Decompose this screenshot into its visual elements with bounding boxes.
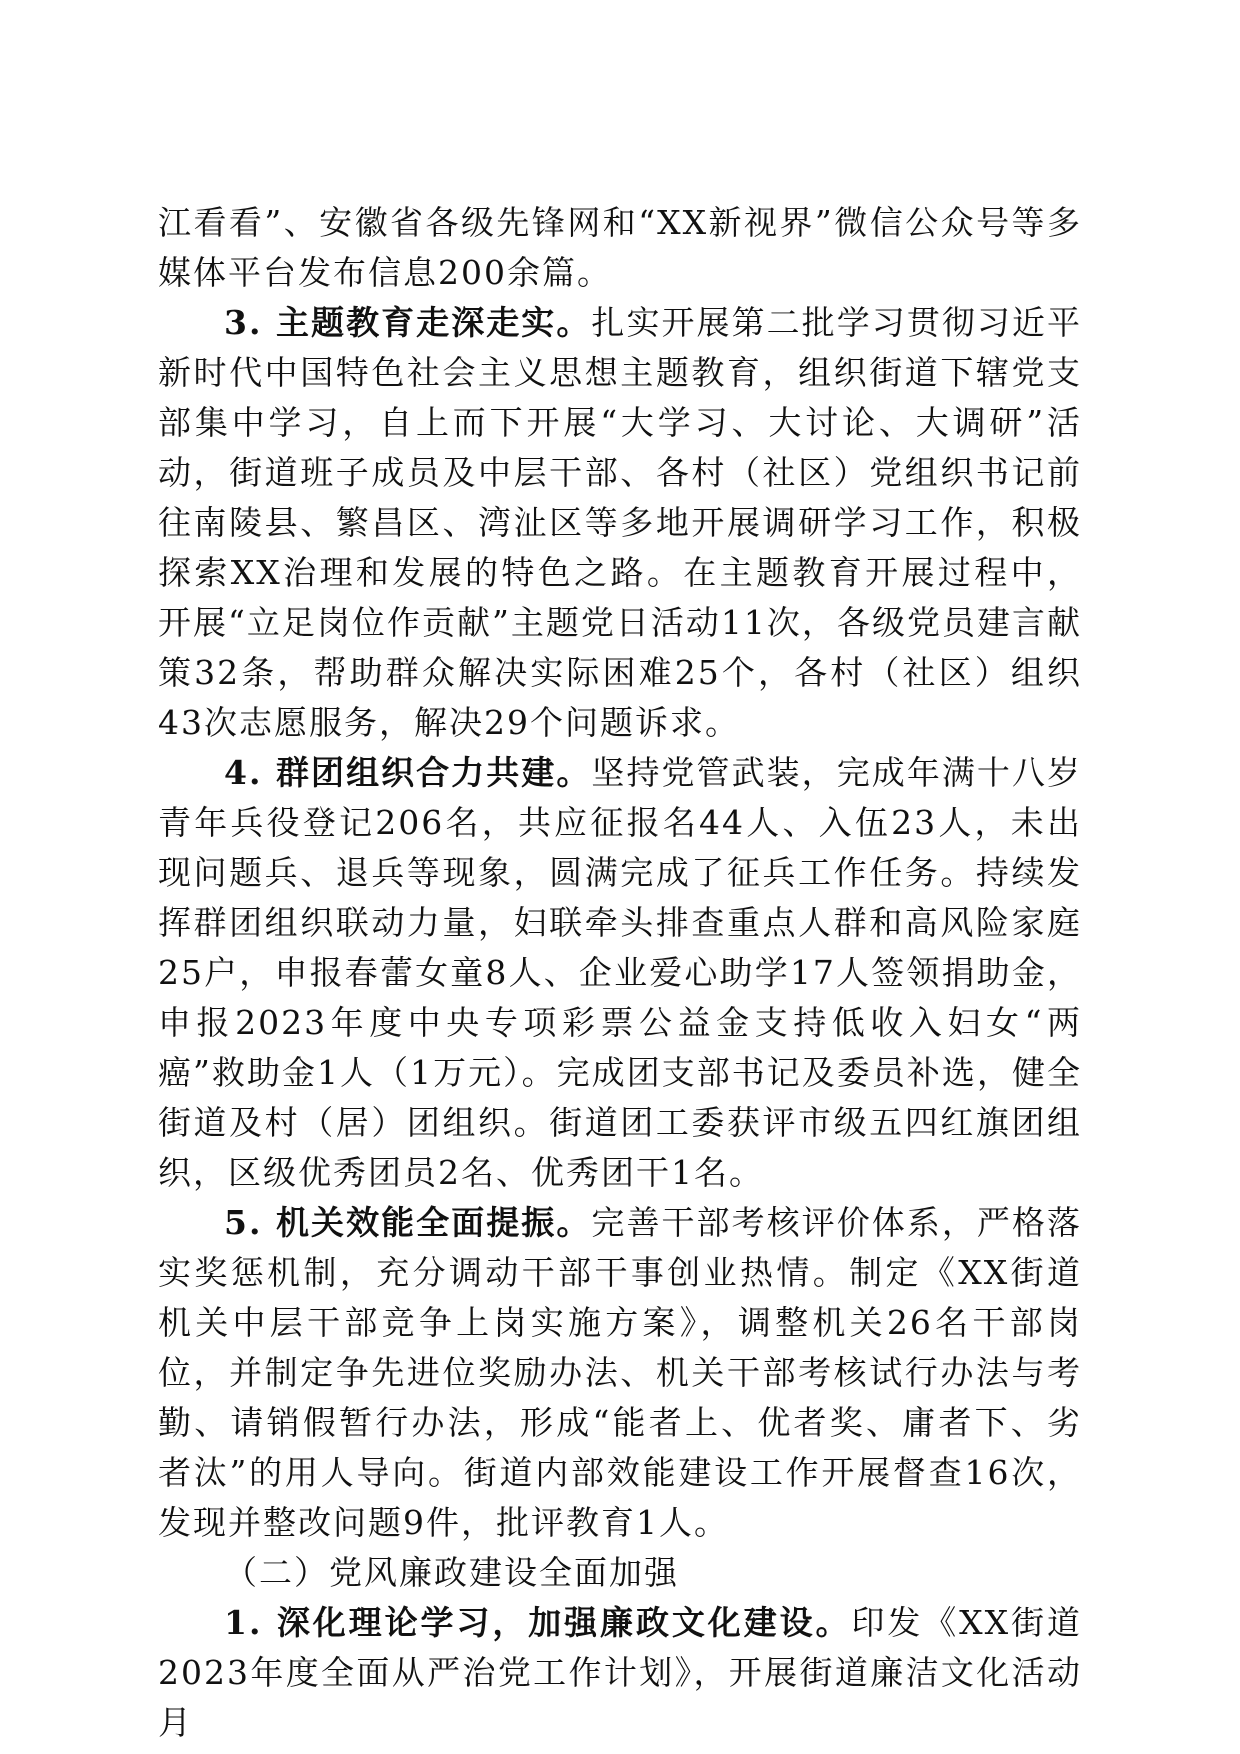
paragraph-theme-education (158, 298, 1082, 748)
paragraph-text: 江看看”、安徽省各级先锋网和“XX新视界”微信公众号等多媒体平台发布信息200余篇。 (158, 203, 1082, 292)
paragraph-text: 扎实开展第二批学习贯彻习近平新时代中国特色社会主义思想主题教育，组织街道下辖党支部集中学习，自上而下开展“大学习、大讨论、大调研”活动，街道班子成员及中层干部、各村（社区）党组织书记前往南陵县、繁昌区、湾沚区等多地开展调研学习工作，积极探索XX治理和发展的特色之路。在主题教育开展过程中，开展“立足岗位作贡献”主题党日活动11次，各级党员建言献策32条，帮助群众解决实际困难25个，各村（社区）组织43次志愿服务，解决29个问题诉求。 (158, 303, 1082, 742)
paragraph-text: 坚持党管武装，完成年满十八岁青年兵役登记206名，共应征报名44人、入伍23人，未出现问题兵、退兵等现象，圆满完成了征兵工作任务。持续发挥群团组织联动力量，妇联牵头排查重点人群和高风险家庭25户，申报春蕾女童8人、企业爱心助学17人签领捐助金，申报2023年度中央专项彩票公益金支持低收入妇女“两癌”救助金1人（1万元）。完成团支部书记及委员补选，健全街道及村（居）团组织。街道团工委获评市级五四红旗团组织，区级优秀团员2名、优秀团干1名。 (158, 753, 1082, 1192)
paragraph-text: 印发《XX街道2023年度全面从严治党工作计划》，开展街道廉洁文化活动月 (158, 1603, 1082, 1742)
paragraph-mass-organizations (158, 748, 1082, 1198)
paragraph-lead: 1. 深化理论学习，加强廉政文化建设。 (224, 1603, 852, 1642)
document-body (158, 198, 1082, 1748)
paragraph-theory-study (158, 1598, 1082, 1748)
paragraph-continuation (158, 198, 1082, 298)
paragraph-lead: 5. 机关效能全面提振。 (224, 1203, 592, 1242)
paragraph-agency-efficiency (158, 1198, 1082, 1548)
paragraph-text: 完善干部考核评价体系，严格落实奖惩机制，充分调动干部干事创业热情。制定《XX街道机关中层干部竞争上岗实施方案》，调整机关26名干部岗位，并制定争先进位奖励办法、机关干部考核试行办法与考勤、请销假暂行办法，形成“能者上、优者奖、庸者下、劣者汰”的用人导向。街道内部效能建设工作开展督查16次，发现并整改问题9件，批评教育1人。 (158, 1203, 1082, 1542)
section-heading: （二）党风廉政建设全面加强 (224, 1553, 679, 1592)
paragraph-lead: 3. 主题教育走深走实。 (224, 303, 592, 342)
paragraph-lead: 4. 群团组织合力共建。 (224, 753, 592, 792)
